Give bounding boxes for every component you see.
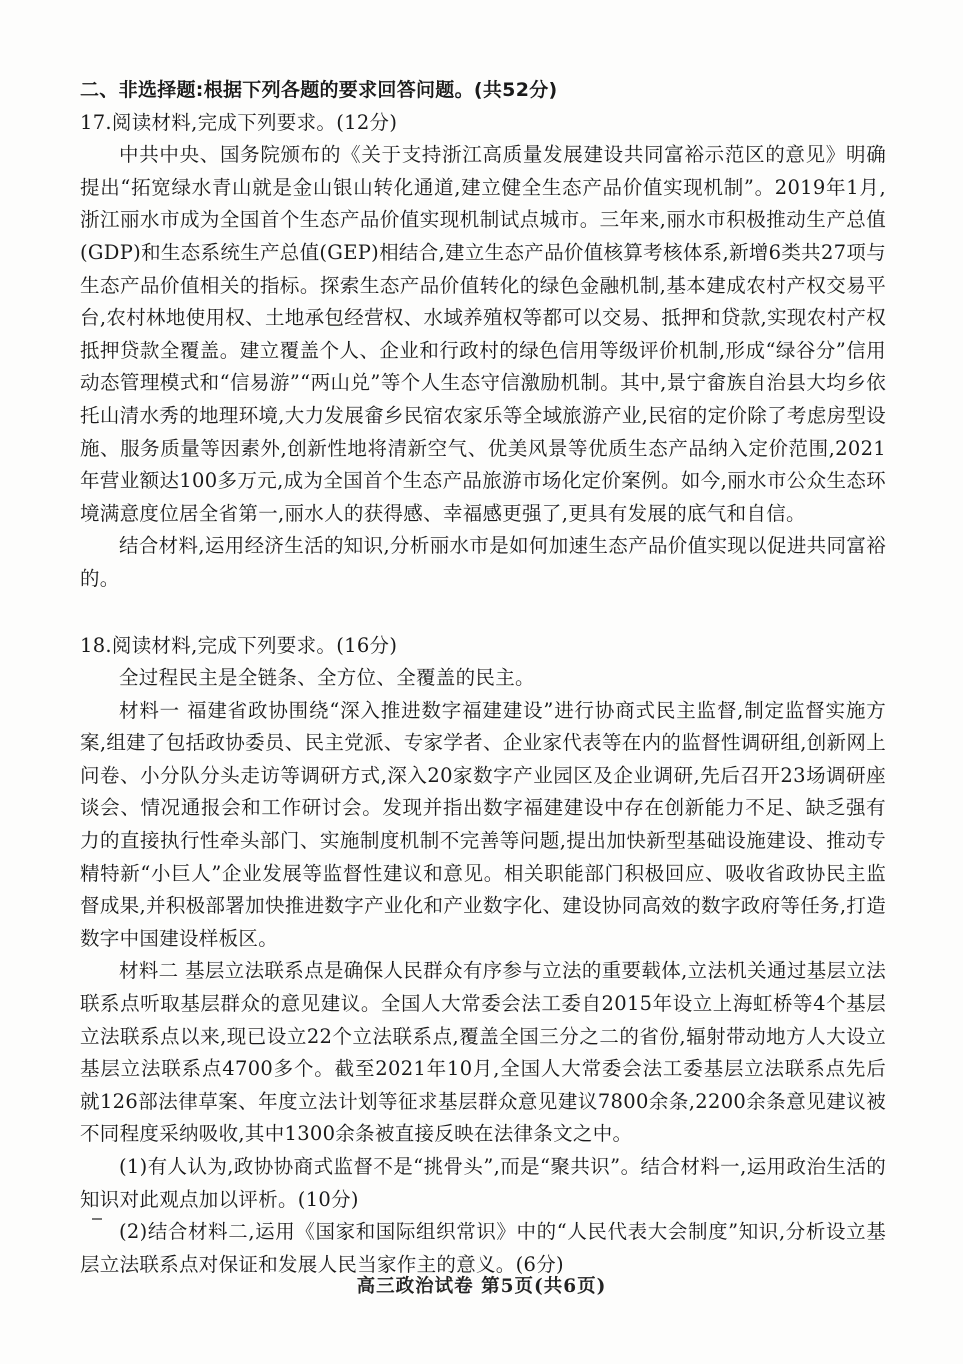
question-18-sub-1: (1)有人认为,政协协商式监督不是“挑骨头”,而是“聚共识”。结合材料一,运用政治生活的知识对此观点加以评析。(10分) — [80, 1155, 886, 1211]
question-18-block — [80, 630, 886, 1282]
question-17-material: 中共中央、国务院颁布的《关于支持浙江高质量发展建设共同富裕示范区的意见》明确提出“拓宽绿水青山就是金山银山转化通道,建立健全生态产品价值实现机制”。2019年1月,浙江丽水市成为全国首个生态产品价值实现机制试点城市。三年来,丽水市积极推动生产总值(GDP)和生态系统生产总值(GEP)相结合,建立生态产品价值核算考核体系,新增6类共27项与生态产品价值相关的指标。探索生态产品价值转化的绿色金融机制,基本建成农村产权交易平台,农村林地使用权、土地承包经营权、水域养殖权等都可以交易、抵押和贷款,实现农村产权抵押贷款全覆盖。建立覆盖个人、企业和行政村的绿色信用等级评价机制,形成“绿谷分”信用动态管理模式和“信易游”“两山兑”等个人生态守信激励机制。其中,景宁畲族自治县大均乡依托山清水秀的地理环境,大力发展畲乡民宿农家乐等全域旅游产业,民宿的定价除了考虑房型设施、服务质量等因素外,创新性地将清新空气、优美风景等优质生态产品纳入定价范围,2021年营业额达100多万元,成为全国首个生态产品旅游市场化定价案例。如今,丽水市公众生态环境满意度位居全省第一,丽水人的获得感、幸福感更强了,更具有发展的底气和自信。 — [80, 143, 886, 525]
question-17-title: 17.阅读材料,完成下列要求。(12分) — [80, 110, 398, 134]
section-title: 二、非选择题:根据下列各题的要求回答问题。(共52分) — [80, 79, 558, 101]
margin-mark — [92, 1218, 102, 1220]
page-content — [80, 74, 886, 1281]
question-18-material-2: 材料二 基层立法联系点是确保人民群众有序参与立法的重要载体,立法机关通过基层立法联系点听取基层群众的意见建议。全国人大常委会法工委自2015年设立上海虹桥等4个基层立法联系点以来,现已设立22个立法联系点,覆盖全国三分之二的省份,辐射带动地方人大设立基层立法联系点4700多个。截至2021年10月,全国人大常委会法工委基层立法联系点先后就126部法律草案、年度立法计划等征求基层群众意见建议7800余条,2200余条意见建议被不同程度采纳吸收,其中1300余条被直接反映在法律条文之中。 — [80, 959, 886, 1146]
question-18-title: 18.阅读材料,完成下列要求。(16分) — [80, 633, 398, 657]
question-17-prompt: 结合材料,运用经济生活的知识,分析丽水市是如何加速生态产品价值实现以促进共同富裕的。 — [80, 534, 886, 590]
question-18-intro: 全过程民主是全链条、全方位、全覆盖的民主。 — [119, 666, 535, 690]
question-18-sub-2: (2)结合材料二,运用《国家和国际组织常识》中的“人民代表大会制度”知识,分析设立基层立法联系点对保证和发展人民当家作主的意义。(6分) — [80, 1220, 886, 1276]
page-footer: 高三政治试卷 第5页(共6页) — [356, 1276, 607, 1297]
question-18-material-1: 材料一 福建省政协围绕“深入推进数字福建建设”进行协商式民主监督,制定监督实施方案,组建了包括政协委员、民主党派、专家学者、企业家代表等在内的监督性调研组,创新网上问卷、小分队分头走访等调研方式,深入20家数字产业园区及企业调研,先后召开23场调研座谈会、情况通报会和工作研讨会。发现并指出数字福建建设中存在创新能力不足、缺乏强有力的直接执行性牵头部门、实施制度机制不完善等问题,提出加快新型基础设施建设、推动专精特新“小巨人”企业发展等监督性建议和意见。相关职能部门积极回应、吸收省政协民主监督成果,并积极部署加快推进数字产业化和产业数字化、建设协同高效的数字政府等任务,打造数字中国建设样板区。 — [80, 698, 886, 950]
